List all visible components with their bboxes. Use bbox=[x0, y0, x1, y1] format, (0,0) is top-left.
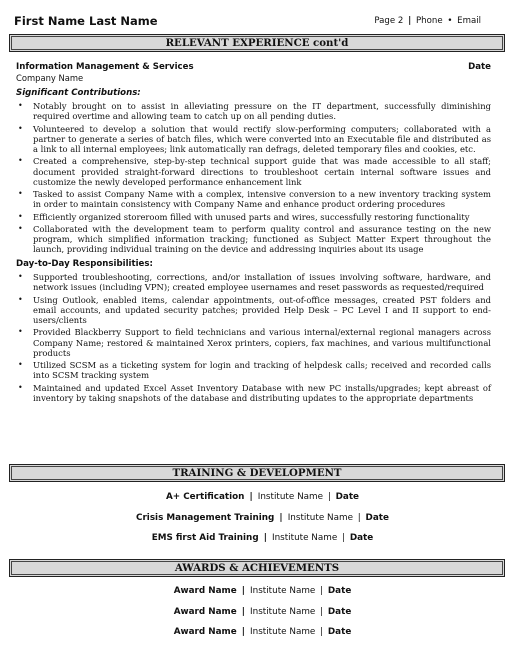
section-heading-awards: AWARDS & ACHIEVEMENTS bbox=[9, 559, 505, 577]
responsibilities-heading: Day-to-Day Responsibilities: bbox=[16, 258, 153, 269]
header-email: Email bbox=[457, 16, 481, 26]
bullet-icon: • bbox=[18, 123, 23, 133]
list-item: • Supported troubleshooting, corrections, and/or installation of issues involving software, hardware, and network issues (including VPN); created employee usernames and reset passwords as requested/required bbox=[18, 272, 491, 293]
bullet-icon: • bbox=[18, 272, 23, 282]
list-item: • Tasked to assist Company Name with a complex, intensive conversion to a new inventory tracking system in order to maintain consistency with Company Name and enhance product ordering procedures bbox=[18, 189, 491, 210]
section-heading-training: TRAINING & DEVELOPMENT bbox=[9, 464, 505, 482]
training-list bbox=[0, 492, 525, 554]
header-phone: Phone bbox=[415, 16, 443, 26]
job-date: Date bbox=[468, 62, 491, 72]
page-number: Page 2 bbox=[374, 16, 404, 26]
bullet-icon: • bbox=[18, 294, 23, 304]
list-item: • Using Outlook, enabled items, calendar appointments, out-of-office messages, created PST folders and email accounts, and updated security patches; provided Help Desk – PC Level I and II support to end-users/clients bbox=[18, 294, 491, 326]
list-item: • Efficiently organized storeroom filled with unused parts and wires, successfully restoring functionality bbox=[18, 211, 470, 222]
bullet-icon: • bbox=[18, 360, 23, 370]
award-item: Award Name | Institute Name | Date bbox=[173, 606, 352, 617]
company-name: Company Name bbox=[16, 73, 84, 84]
awards-list bbox=[0, 586, 525, 648]
header-bullet: • bbox=[447, 16, 453, 26]
list-item: • Created a comprehensive, step-by-step technical support guide that was made accessible to all staff; document provided straight-forward directions to troubleshoot certain internal software issues and customize the newly developed performance enhancement link bbox=[18, 156, 491, 187]
award-item: Award Name | Institute Name | Date bbox=[173, 586, 352, 596]
job-entry bbox=[16, 62, 491, 405]
contributions-heading: Significant Contributions: bbox=[16, 87, 141, 98]
training-item: A+ Certification | Institute Name | Date bbox=[165, 492, 360, 502]
list-item: • Notably brought on to assist in alleviating pressure on the IT department, successfully diminishing required overtime and allowing team to catch up on all pending duties. bbox=[18, 101, 491, 122]
bullet-icon: • bbox=[18, 327, 23, 337]
training-item: Crisis Management Training | Institute Name | Date bbox=[136, 512, 389, 523]
contributions-list bbox=[16, 101, 491, 255]
bullet-icon: • bbox=[18, 223, 23, 233]
list-item: • Utilized SCSM as a ticketing system for login and tracking of helpdesk calls; received and recorded calls into SCSM tracking system bbox=[18, 360, 491, 381]
job-title: Information Management & Services bbox=[16, 62, 194, 72]
header-contact bbox=[374, 16, 481, 26]
candidate-name: First Name Last Name bbox=[14, 14, 158, 28]
training-item: EMS first Aid Training | Institute Name | Date bbox=[151, 533, 374, 543]
list-item: • Provided Blackberry Support to field technicians and various internal/external regional managers across Company Name; restored & maintained Xerox printers, copiers, fax machines, and various multifunctional products bbox=[18, 327, 491, 358]
bullet-icon: • bbox=[18, 382, 23, 392]
bullet-icon: • bbox=[18, 101, 23, 111]
list-item: • Collaborated with the development team to perform quality control and assurance testing on the new program, which simplified information tracking; functioned as Subject Matter Expert throughout the launch, providing individual training on the device and addressing inquiries about its usage bbox=[18, 223, 491, 255]
bullet-icon: • bbox=[18, 189, 23, 199]
award-item: Award Name | Institute Name | Date bbox=[173, 627, 352, 637]
bullet-icon: • bbox=[18, 156, 23, 166]
bullet-icon: • bbox=[18, 211, 23, 221]
list-item: • Maintained and updated Excel Asset Inventory Database with new PC installs/upgrades; kept abreast of inventory by taking snapshots of the database and distributing updates to the appropriate departments bbox=[18, 382, 491, 403]
list-item: • Volunteered to develop a solution that would rectify slow-performing computers; collaborated with a partner to generate a series of batch files, which were converted into an Executable file and distributed as a link to all internal employees; link automatically ran defrags, deleted temporary files and cookies, etc. bbox=[18, 123, 491, 155]
responsibilities-list bbox=[16, 272, 491, 403]
section-heading-experience: RELEVANT EXPERIENCE cont'd bbox=[9, 34, 505, 52]
header-separator: | bbox=[408, 16, 412, 26]
